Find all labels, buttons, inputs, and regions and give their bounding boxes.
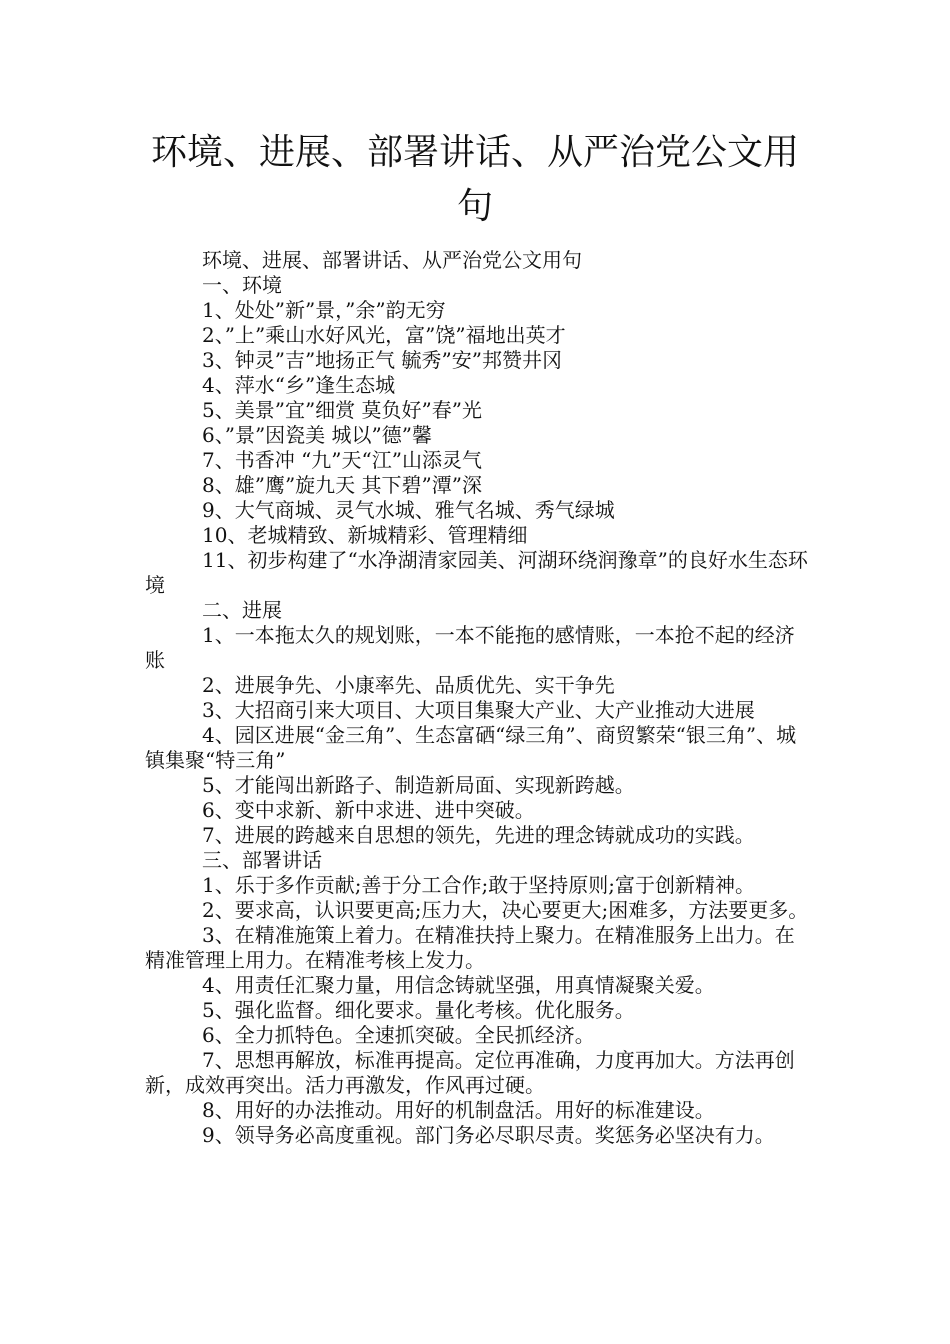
section-heading-environment: 一、环境: [202, 273, 282, 297]
paragraph: 5、强化监督。细化要求。量化考核。优化服务。: [202, 998, 635, 1022]
paragraph: 8、雄”鹰”旋九天 其下碧”潭”深: [202, 473, 482, 497]
paragraph: 7、书香冲 “九”天“江”山添灵气: [202, 448, 482, 472]
paragraph: 1、乐于多作贡献;善于分工合作;敢于坚持原则;富于创新精神。: [202, 873, 755, 897]
paragraph: 7、进展的跨越来自思想的领先，先进的理念铸就成功的实践。: [202, 823, 755, 847]
paragraph: 7、思想再解放，标准再提高。定位再准确，力度再加大。方法再创新，成效再突出。活力再激发，作风再过硬。: [145, 1048, 795, 1097]
paragraph: 9、领导务必高度重视。部门务必尽职尽责。奖惩务必坚决有力。: [202, 1123, 775, 1147]
paragraph: 5、才能闯出新路子、制造新局面、实现新跨越。: [202, 773, 635, 797]
paragraph: 2、要求高，认识要更高;压力大，决心要更大;困难多，方法要更多。: [202, 898, 809, 922]
document-title: 环境、进展、部署讲话、从严治党公文用句: [150, 132, 799, 227]
paragraph: 6、全力抓特色。全速抓突破。全民抓经济。: [202, 1023, 595, 1047]
paragraph: 11、初步构建了“水净湖清家园美、河湖环绕润豫章”的良好水生态环境: [145, 548, 808, 597]
paragraph: 3、在精准施策上着力。在精准扶持上聚力。在精准服务上出力。在精准管理上用力。在精准考核上发力。: [145, 923, 795, 972]
paragraph: 6、”景”因瓷美 城以”德”馨: [202, 423, 432, 447]
paragraph: 3、钟灵”吉”地扬正气 毓秀”安”邦赞井冈: [202, 348, 562, 372]
document-body: [145, 248, 810, 1148]
paragraph-subtitle: 环境、进展、部署讲话、从严治党公文用句: [202, 248, 582, 272]
paragraph: 6、变中求新、新中求进、进中突破。: [202, 798, 535, 822]
paragraph: 1、一本拖太久的规划账，一本不能拖的感情账，一本抢不起的经济账: [145, 623, 795, 672]
section-heading-speech: 三、部署讲话: [202, 848, 322, 872]
paragraph: 4、用责任汇聚力量，用信念铸就坚强，用真情凝聚关爱。: [202, 973, 715, 997]
paragraph: 2、”上”乘山水好风光，富”饶”福地出英才: [202, 323, 566, 347]
paragraph: 9、大气商城、灵气水城、雅气名城、秀气绿城: [202, 498, 615, 522]
paragraph: 8、用好的办法推动。用好的机制盘活。用好的标准建设。: [202, 1098, 715, 1122]
paragraph: 10、老城精致、新城精彩、管理精细: [202, 523, 528, 547]
paragraph: 5、美景”宜”细赏 莫负好”春”光: [202, 398, 482, 422]
paragraph: 2、进展争先、小康率先、品质优先、实干争先: [202, 673, 615, 697]
section-heading-progress: 二、进展: [202, 598, 282, 622]
paragraph: 4、萍水“乡”逢生态城: [202, 373, 396, 397]
paragraph: 1、处处”新”景，”余”韵无穷: [202, 298, 446, 322]
paragraph: 3、大招商引来大项目、大项目集聚大产业、大产业推动大进展: [202, 698, 755, 722]
paragraph: 4、园区进展“金三角”、生态富硒“绿三角”、商贸繁荣“银三角”、城镇集聚“特三角”: [145, 723, 797, 772]
